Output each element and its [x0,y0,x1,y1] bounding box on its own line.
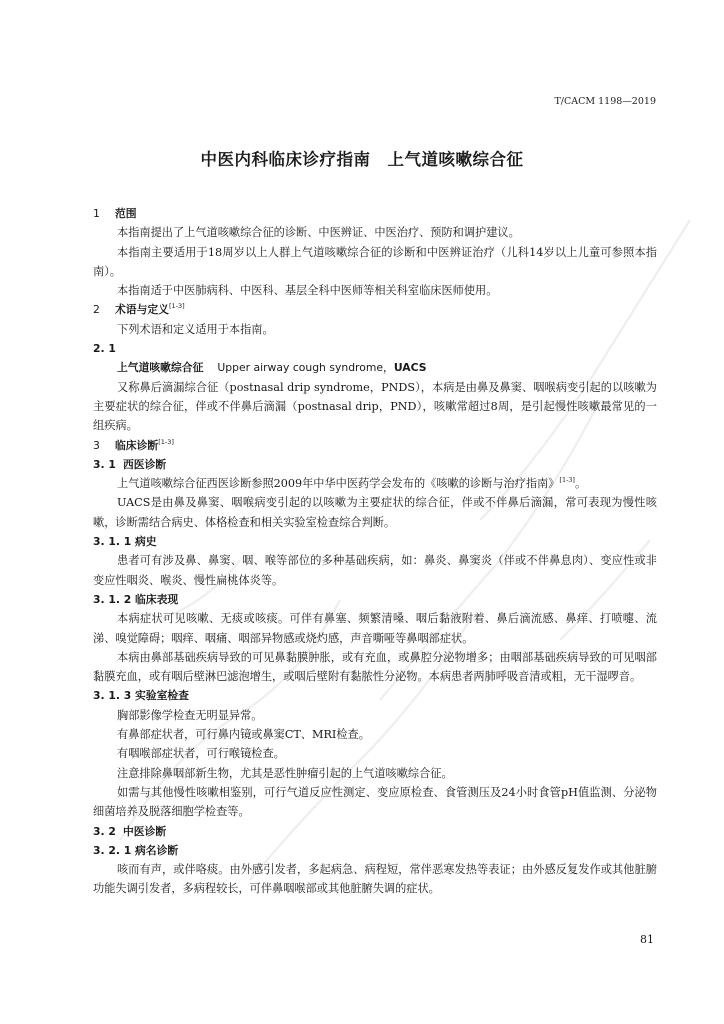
heading-3-2 [93,822,657,841]
section-number: 3 [93,438,100,452]
term-chinese: 上气道咳嗽综合征 [117,361,204,375]
heading-terms [93,300,657,319]
heading-3-1-1 [93,532,657,551]
paragraph-end: 。 [574,477,587,491]
reference-marker: [1-3] [168,302,185,311]
heading-2-1 [93,339,657,358]
section-title: 范围 [115,207,137,220]
paragraph-text: 上气道咳嗽综合征西医诊断参照2009年中华中医药学会发布的《咳嗽的诊断与治疗指南》 [117,477,560,491]
paragraph: 如需与其他慢性咳嗽相鉴别，可行气道反应性测定、变应原检查、食管测压及24小时食管pH值监测、分泌物细菌培养及脱落细胞学检查等。 [93,785,657,819]
paragraph: 下列术语和定义适用于本指南。 [117,322,274,336]
section-title: 临床诊断 [115,438,159,452]
term-english: Upper airway cough syndrome， [217,361,394,375]
paragraph: 本指南提出了上气道咳嗽综合征的诊断、中医辨证、中医治疗、预防和调护建议。 [117,226,520,240]
heading-3-1 [93,455,657,474]
section-number: 3. 1. 3 [93,689,132,703]
term-abbreviation: UACS [393,361,427,375]
heading-scope [93,204,657,223]
paragraph: UACS是由鼻及鼻窦、咽喉病变引起的以咳嗽为主要症状的综合征，伴或不伴鼻后滴漏，常可表现为慢性咳嗽，诊断需结合病史、体格检查和相关实验室检查综合判断。 [93,496,657,529]
paragraph: 本病由鼻部基础疾病导致的可见鼻黏膜肿胀，或有充血，或鼻腔分泌物增多；由咽部基础疾病导致的可见咽部黏膜充血，或有咽后壁淋巴滤泡增生，或咽后壁附有黏脓性分泌物。本病患者两肺呼吸音清或粗，无干湿啰音。 [93,650,657,684]
section-title: 实验室检查 [135,689,189,703]
section-number: 2. 1 [93,342,116,356]
section-title: 病名诊断 [135,843,179,857]
term-definition-line [93,358,657,377]
section-number: 3. 2. 1 [93,843,132,857]
section-title: 病史 [135,535,157,549]
section-title: 西医诊断 [123,457,167,471]
section-title: 中医诊断 [123,824,167,838]
reference-marker: [1-3] [559,476,575,485]
section-number: 1 [93,207,100,220]
section-number: 3. 1. 2 [93,592,132,606]
paragraph [93,474,657,493]
paragraph: 本指南适于中医肺病科、中医科、基层全科中医师等相关科室临床医师使用。 [117,284,498,298]
section-number: 3. 2 [93,824,116,838]
heading-3-1-3 [93,686,657,705]
paragraph: 咳而有声，或伴咯痰。由外感引发者，多起病急、病程短，常伴恶寒发热等表证；由外感反复发作或其他脏腑功能失调引发者，多病程较长，可伴鼻咽喉部或其他脏腑失调的症状。 [93,863,657,896]
section-title: 术语与定义 [115,303,169,317]
standard-code: T/CACM 1198—2019 [554,96,656,107]
section-number: 3. 1 [93,457,116,471]
paragraph: 注意排除鼻咽部新生物，尤其是恶性肿瘤引起的上气道咳嗽综合征。 [117,766,453,780]
paragraph: 又称鼻后滴漏综合征（postnasal drip syndrome，PNDS），本病是由鼻及鼻窦、咽喉病变引起的以咳嗽为主要症状的综合征，伴或不伴鼻后滴漏（postnasal drip，PND），咳嗽常超过8周，是引起慢性咳嗽最常见的一组疾病。 [93,380,657,433]
paragraph: 本病症状可见咳嗽、无痰或咳痰。可伴有鼻塞、频繁清嗓、咽后黏液附着、鼻后滴流感、鼻痒、打喷嚏、流涕、嗅觉障碍；咽痒、咽痛、咽部异物感或烧灼感，声音嘶哑等鼻咽部症状。 [93,612,657,645]
paragraph: 有咽喉部症状者，可行喉镜检查。 [117,747,285,761]
paragraph: 胸部影像学检查无明显异常。 [117,708,263,722]
section-title: 临床表现 [135,592,179,606]
page-number: 81 [640,933,654,946]
heading-3-2-1 [93,841,657,860]
paragraph: 本指南主要适用于18周岁以上人群上气道咳嗽综合征的诊断和中医辨证治疗（儿科14岁以上儿童可参照本指南）。 [93,245,657,278]
paragraph: 有鼻部症状者，可行鼻内镜或鼻窦CT、MRI检查。 [117,728,370,742]
reference-marker: [1-3] [158,437,174,446]
section-number: 2 [93,303,100,317]
paragraph: 患者可有涉及鼻、鼻窦、咽、喉等部位的多种基础疾病，如：鼻炎、鼻窦炎（伴或不伴鼻息肉）、变应性或非变应性咽炎、喉炎、慢性扁桃体炎等。 [93,554,657,587]
section-number: 3. 1. 1 [93,535,132,549]
page-title: 中医内科临床诊疗指南 上气道咳嗽综合征 [200,150,524,169]
document-body [93,204,657,899]
heading-3-1-2 [93,590,657,609]
heading-clinical-diagnosis [93,436,657,455]
